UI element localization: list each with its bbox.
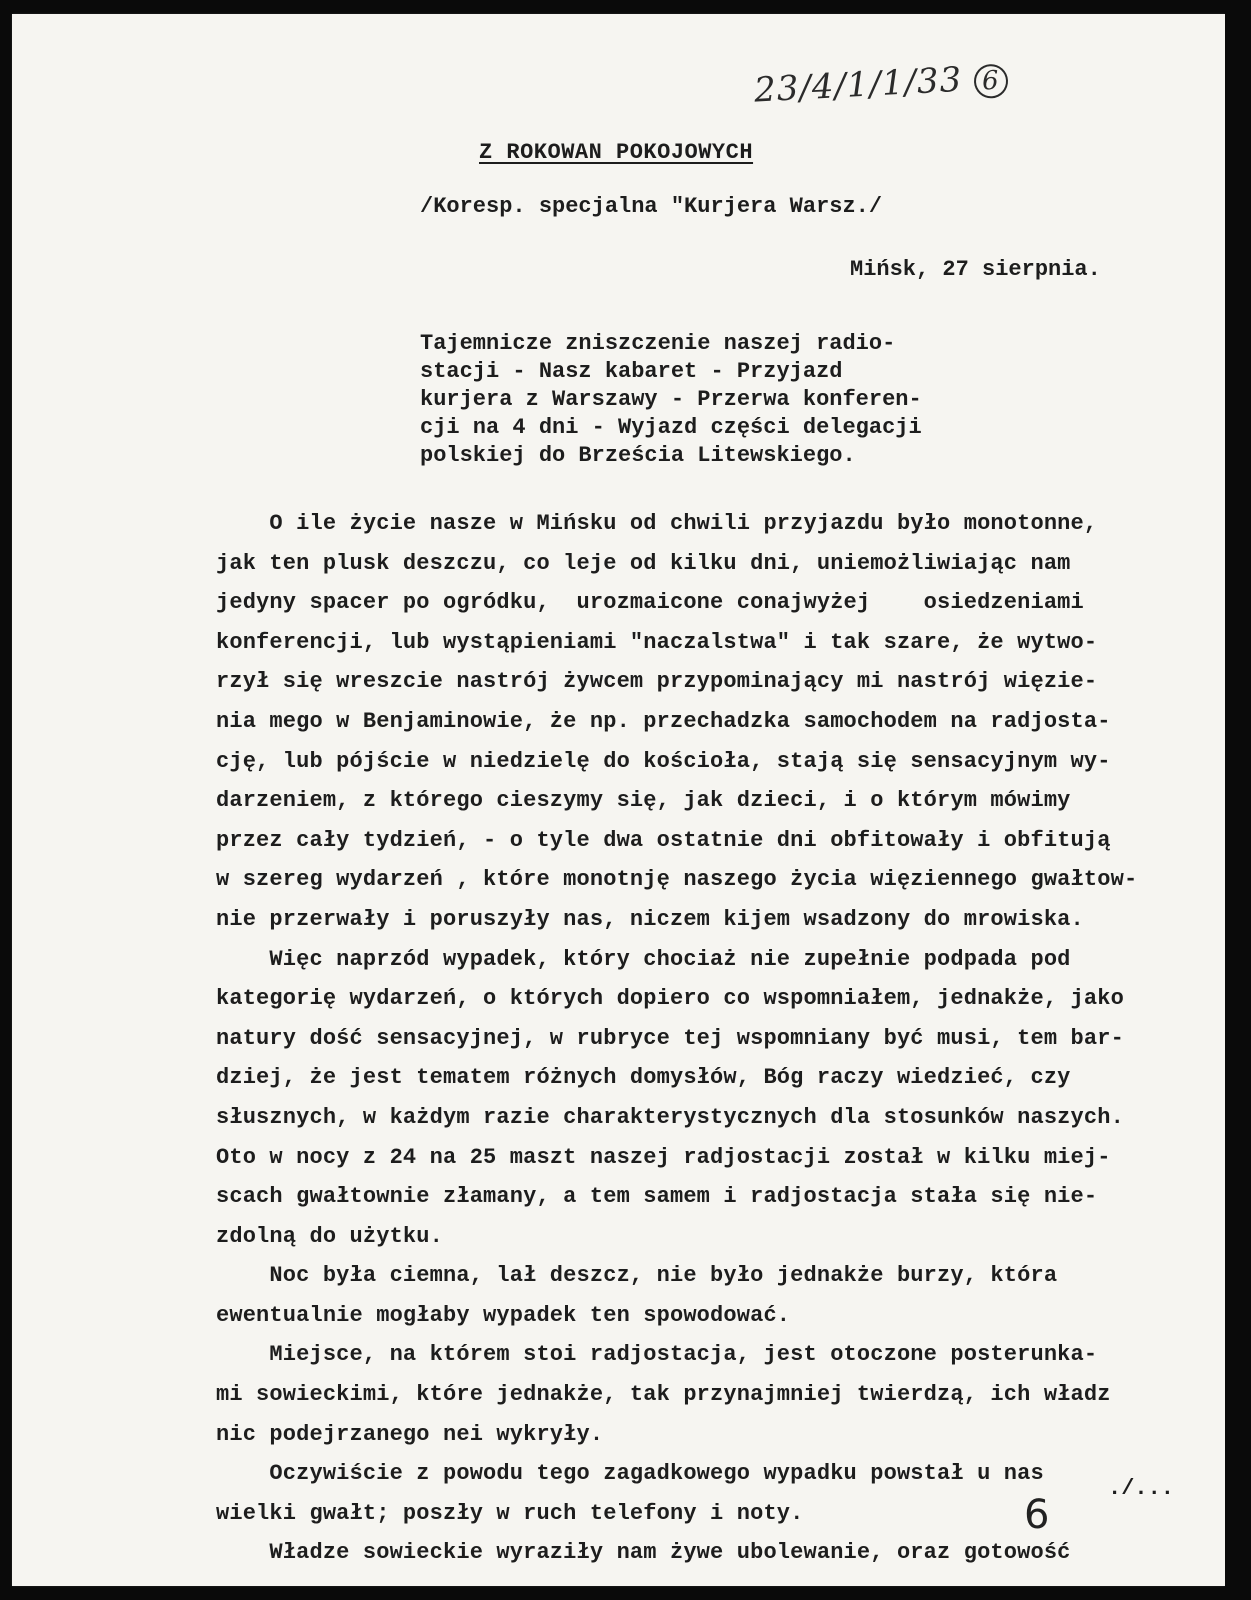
body-line: przez cały tydzień, - o tyle dwa ostatnie dni obfitowały i obfitują	[216, 827, 1111, 853]
body-line: Władze sowieckie wyraziły nam żywe ubolewanie, oraz gotowość	[216, 1540, 1071, 1566]
body-line: mi sowieckimi, które jednakże, tak przynajmniej twierdzą, ich władz	[216, 1382, 1111, 1408]
document-subtitle: /Koresp. specjalna "Kurjera Warsz./	[420, 194, 883, 219]
body-line: konferencji, lub wystąpieniami "naczalstwa" i tak szare, że wytwo-	[216, 629, 1098, 655]
body-line: Miejsce, na którem stoi radjostacja, jest otoczone posterunka-	[216, 1342, 1098, 1368]
archive-reference-circled: 6	[973, 63, 1008, 99]
summary-line: stacji - Nasz kabaret - Przyjazd	[420, 359, 843, 384]
body-line: scach gwałtownie złamany, a tem samem i radjostacja stała się nie-	[216, 1184, 1098, 1210]
body-line: O ile życie nasze w Mińsku od chwili przyjazdu było monotonne,	[216, 511, 1098, 536]
faded-stamp	[47, 46, 163, 133]
body-line: Oto w nocy z 24 na 25 maszt naszej radjostacji został w kilku miej-	[216, 1144, 1111, 1170]
document-title: Z ROKOWAN POKOJOWYCH	[479, 140, 754, 165]
body-line: dziej, że jest tematem różnych domysłów, Bóg raczy wiedzieć, czy	[216, 1065, 1071, 1091]
summary-line: polskiej do Brześcia Litewskiego.	[420, 443, 856, 468]
body-line: jedyny spacer po ogródku, urozmaicone conajwyżej osiedzeniami	[216, 590, 1084, 616]
body-line: Oczywiście z powodu tego zagadkowego wypadku powstał u nas	[216, 1461, 1044, 1487]
body-line: natury dość sensacyjnej, w rubryce tej wspomniany być musi, tem bar-	[216, 1025, 1124, 1051]
body-line: cję, lub pójście w niedzielę do kościoła, stają się sensacyjnym wy-	[216, 748, 1111, 774]
body-line: darzeniem, z którego cieszymy się, jak dzieci, i o którym mówimy	[216, 788, 1071, 814]
body-text	[216, 504, 1206, 1573]
archive-reference: 23/4/1/1/33	[753, 59, 964, 111]
body-line: kategorię wydarzeń, o których dopiero co wspomniałem, jednakże, jako	[216, 986, 1124, 1012]
document-page	[12, 14, 1225, 1586]
body-line: wielki gwałt; poszły w ruch telefony i noty.	[216, 1500, 804, 1526]
scan-border	[1225, 0, 1251, 1600]
dateline: Mińsk, 27 sierpnia.	[850, 257, 1101, 282]
continuation-mark: ./...	[1108, 1476, 1175, 1501]
handwritten-page-number: 6	[1024, 1492, 1050, 1538]
body-line: ewentualnie mogłaby wypadek ten spowodować.	[216, 1302, 791, 1328]
body-line: słusznych, w każdym razie charakterystycznych dla stosunków naszych.	[216, 1104, 1124, 1130]
body-line: Więc naprzód wypadek, który chociaż nie zupełnie podpada pod	[216, 946, 1071, 972]
archive-reference-handwritten	[753, 57, 1008, 110]
body-line: nia mego w Benjaminowie, że np. przechadzka samochodem na radjosta-	[216, 708, 1111, 734]
body-line: jak ten plusk deszczu, co leje od kilku dni, uniemożliwiając nam	[216, 550, 1071, 576]
body-line: Noc była ciemna, lał deszcz, nie było jednakże burzy, która	[216, 1263, 1058, 1289]
body-line: nic podejrzanego nei wykryły.	[216, 1421, 604, 1447]
summary-block	[420, 330, 1020, 470]
summary-line: kurjera z Warszawy - Przerwa konferen-	[420, 387, 922, 412]
body-line: w szereg wydarzeń , które monotnję naszego życia więziennego gwałtow-	[216, 867, 1138, 893]
body-line: nie przerwały i poruszyły nas, niczem kijem wsadzony do mrowiska.	[216, 906, 1084, 932]
body-line: zdolną do użytku.	[216, 1223, 443, 1249]
body-line: rzył się wreszcie nastrój żywcem przypominający mi nastrój więzie-	[216, 669, 1098, 695]
summary-line: cji na 4 dni - Wyjazd części delegacji	[420, 415, 922, 440]
summary-line: Tajemnicze zniszczenie naszej radio-	[420, 331, 896, 356]
